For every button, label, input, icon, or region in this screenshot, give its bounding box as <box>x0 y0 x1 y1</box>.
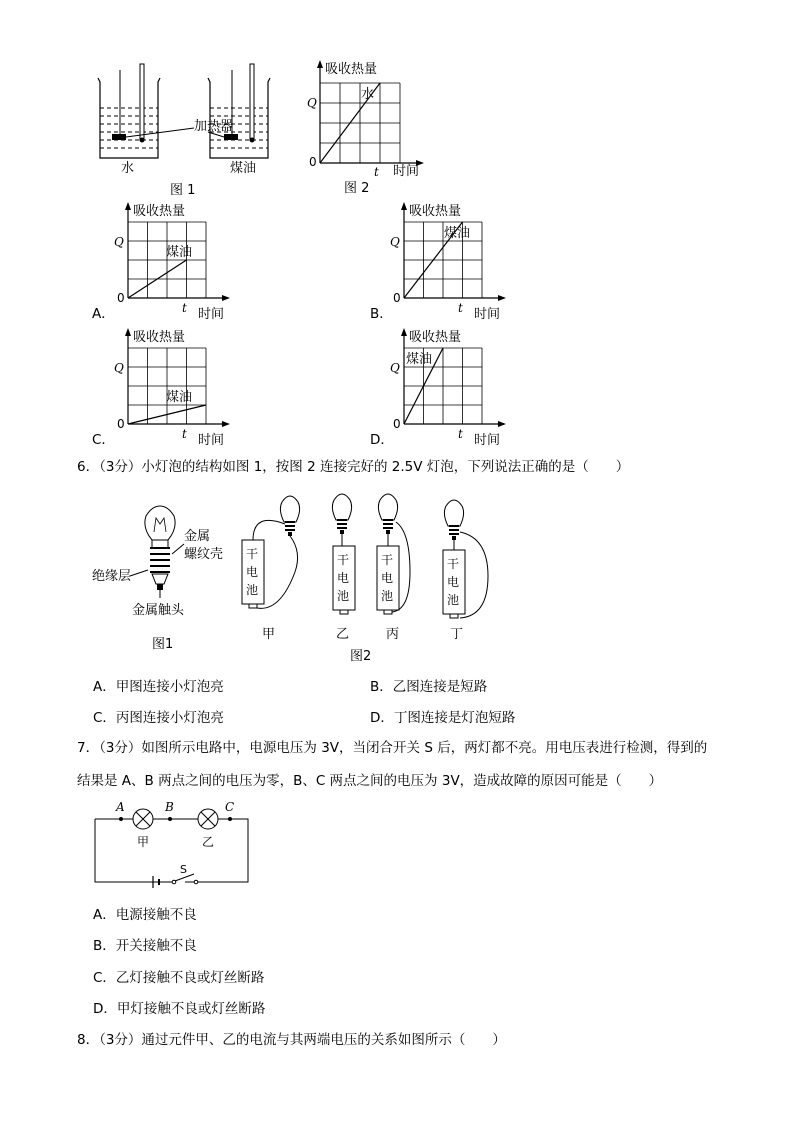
label-bing: 丙 <box>386 627 400 642</box>
option-b-graph[interactable] <box>370 200 520 322</box>
x-axis-label: 时间 <box>198 433 225 448</box>
metal-shell-label-2: 螺纹壳 <box>184 547 224 562</box>
option-c-graph[interactable] <box>92 326 242 448</box>
graph-b <box>386 200 518 322</box>
battery-yi-3: 池 <box>337 589 350 603</box>
point-a-label: A <box>116 800 125 814</box>
battery-bing-3: 池 <box>381 589 394 603</box>
q7-option-a[interactable]: A．电源接触不良 <box>93 907 197 923</box>
battery-ding-1: 干 <box>447 557 460 571</box>
q-tick-label: Q <box>390 361 400 375</box>
water-beaker <box>98 64 160 158</box>
option-letter: C． <box>92 432 115 448</box>
x-axis-label: 时间 <box>393 164 420 179</box>
y-axis-label: 吸收热量 <box>133 204 186 219</box>
battery-ding-2: 电 <box>447 575 460 589</box>
y-axis-label: 吸收热量 <box>325 62 378 77</box>
label-ding: 丁 <box>450 627 464 642</box>
series-circuit-figure <box>90 798 255 890</box>
lamp-yi-label: 乙 <box>202 835 215 849</box>
heat-graph-fig2 <box>300 58 430 198</box>
heater-label: 加热器 <box>194 119 234 134</box>
q-tick-label: Q <box>307 96 317 110</box>
q-tick-label: Q <box>114 235 124 249</box>
q6-option-c[interactable]: C．丙图连接小灯泡亮 <box>93 710 224 726</box>
battery-yi-1: 干 <box>337 553 350 567</box>
y-axis-label: 吸收热量 <box>409 204 462 219</box>
battery-yi-2: 电 <box>337 571 350 585</box>
y-axis-label: 吸收热量 <box>409 330 462 345</box>
origin-label: 0 <box>117 417 125 431</box>
option-a-graph[interactable] <box>92 200 242 322</box>
q6-option-a[interactable]: A．甲图连接小灯泡亮 <box>93 679 224 695</box>
graph-d <box>386 326 518 448</box>
question-6-text: 6．（3分）小灯泡的结构如图 1，按图 2 连接完好的 2.5V 灯泡，下列说法正确的是（ ） <box>77 459 630 475</box>
switch-label: S <box>180 863 187 876</box>
question-7-line2: 结果是 A、B 两点之间的电压为零，B、C 两点之间的电压为 3V，造成故障的原因可能是（ ） <box>77 773 663 789</box>
lamp-jia-label: 甲 <box>137 835 150 849</box>
q7-option-d[interactable]: D．甲灯接触不良或灯丝断路 <box>93 1001 266 1017</box>
point-b-label: B <box>165 800 174 814</box>
battery-jia-3: 池 <box>246 583 259 597</box>
origin-label: 0 <box>393 417 401 431</box>
series-label: 煤油 <box>444 226 471 241</box>
series-label: 煤油 <box>166 245 193 260</box>
kerosene-beaker <box>208 64 270 158</box>
battery-bing-2: 电 <box>381 571 394 585</box>
series-label: 水 <box>361 87 375 102</box>
question-7-line1: 7．（3分）如图所示电路中，电源电压为 3V，当闭合开关 S 后，两灯都不亮。用电压表进行检测，得到的 <box>77 740 708 756</box>
origin-label: 0 <box>309 155 317 169</box>
insulator-label: 绝缘层 <box>92 569 132 584</box>
question-8-text: 8．（3分）通过元件甲、乙的电流与其两端电压的关系如图所示（ ） <box>77 1032 506 1048</box>
x-axis-label: 时间 <box>474 307 501 322</box>
q-tick-label: Q <box>114 361 124 375</box>
q6-option-d[interactable]: D．丁图连接是灯泡短路 <box>370 710 516 726</box>
graph-c <box>110 326 242 448</box>
y-axis-label: 吸收热量 <box>133 330 186 345</box>
x-axis-label: 时间 <box>474 433 501 448</box>
figure2-caption: 图2 <box>350 649 372 664</box>
q6-option-b[interactable]: B．乙图连接是短路 <box>370 679 488 695</box>
contact-label: 金属触头 <box>132 603 185 618</box>
option-letter: D． <box>370 432 394 448</box>
t-tick-label: t <box>374 165 379 179</box>
series-label: 煤油 <box>406 352 433 367</box>
point-c-label: C <box>225 800 235 814</box>
figure1-caption: 图1 <box>152 637 174 652</box>
graph-a <box>110 200 242 322</box>
series-label: 煤油 <box>166 390 193 405</box>
t-tick-label: t <box>458 427 463 441</box>
option-letter: B． <box>370 306 393 322</box>
origin-label: 0 <box>117 291 125 305</box>
label-yi: 乙 <box>336 627 350 642</box>
metal-shell-label-1: 金属 <box>184 529 211 544</box>
q-tick-label: Q <box>390 235 400 249</box>
battery-jia-1: 干 <box>246 547 259 561</box>
q7-option-b[interactable]: B．开关接触不良 <box>93 938 197 954</box>
q7-option-c[interactable]: C．乙灯接触不良或灯丝断路 <box>93 970 265 986</box>
water-label: 水 <box>121 161 135 176</box>
beakers-figure <box>90 60 315 195</box>
option-d-graph[interactable] <box>370 326 520 448</box>
bulb-structure <box>130 506 184 598</box>
figure2-caption: 图 2 <box>344 181 370 196</box>
kerosene-label: 煤油 <box>230 161 257 176</box>
t-tick-label: t <box>458 301 463 315</box>
battery-bing-1: 干 <box>381 553 394 567</box>
figure1-caption: 图 1 <box>170 183 196 195</box>
battery-jia-2: 电 <box>246 565 259 579</box>
label-jia: 甲 <box>262 627 276 642</box>
origin-label: 0 <box>393 291 401 305</box>
t-tick-label: t <box>182 427 187 441</box>
bulb-circuit-figure <box>90 492 510 668</box>
option-letter: A． <box>92 306 115 322</box>
x-axis-label: 时间 <box>198 307 225 322</box>
battery-ding-3: 池 <box>447 593 460 607</box>
t-tick-label: t <box>182 301 187 315</box>
